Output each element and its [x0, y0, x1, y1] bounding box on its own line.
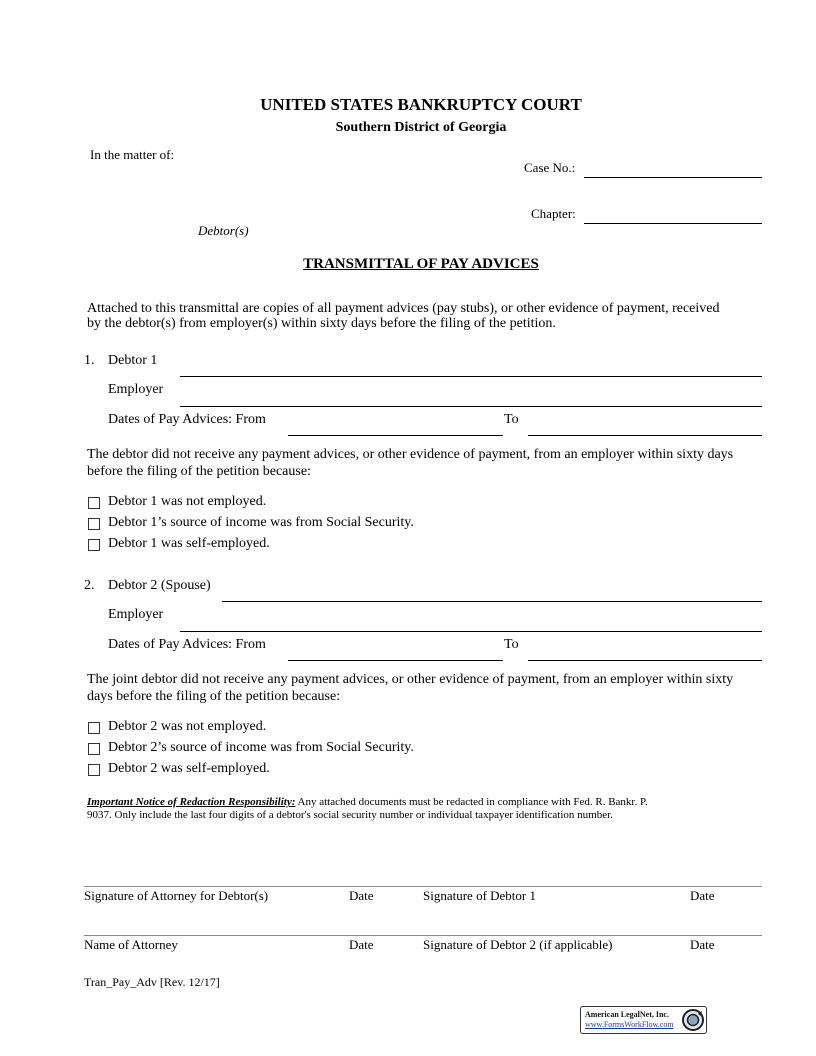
debtor-1-not-employed-label: Debtor 1 was not employed.	[108, 494, 267, 509]
debtor-2-not-employed-checkbox[interactable]	[88, 722, 100, 734]
debtor-1-to-date-field[interactable]	[528, 435, 762, 436]
redaction-notice-line-1	[87, 796, 648, 808]
debtor-1-employer-label: Employer	[108, 382, 164, 397]
redaction-notice-label: Important Notice of Redaction Responsibility:	[87, 796, 296, 808]
redaction-notice-text-1: Any attached documents must be redacted in compliance with Fed. R. Bankr. P.	[295, 796, 648, 808]
debtor-1-social-security-label: Debtor 1’s source of income was from Social Security.	[108, 515, 414, 530]
signature-line-2[interactable]	[84, 935, 762, 936]
debtor-1-label: Debtor 1	[108, 353, 158, 368]
debtor-1-dates-label: Dates of Pay Advices: From	[108, 412, 266, 427]
debtor-1-to-label: To	[504, 412, 519, 427]
case-no-field[interactable]	[584, 177, 762, 178]
debtor-2-reason-line-2: days before the filing of the petition because:	[87, 689, 341, 704]
debtor-2-self-employed-label: Debtor 2 was self-employed.	[108, 761, 270, 776]
debtor-2-employer-label: Employer	[108, 607, 164, 622]
debtor-1-signature-label: Signature of Debtor 1	[423, 888, 537, 903]
logo-globe-icon	[681, 1008, 705, 1032]
debtor-1-name-field[interactable]	[180, 376, 762, 377]
debtor-2-reason-line-1: The joint debtor did not receive any payment advices, or other evidence of payment, from an employer within sixty	[87, 672, 734, 687]
publisher-logo	[580, 1006, 707, 1034]
debtor-2-signature-label: Signature of Debtor 2 (if applicable)	[423, 937, 613, 952]
form-title: TRANSMITTAL OF PAY ADVICES	[303, 256, 539, 272]
debtor-2-social-security-label: Debtor 2’s source of income was from Social Security.	[108, 740, 414, 755]
debtor-2-employer-field[interactable]	[180, 631, 762, 632]
debtor-1-not-employed-checkbox[interactable]	[88, 497, 100, 509]
debtor-1-signature-date-label: Date	[690, 888, 715, 903]
debtor-1-social-security-checkbox[interactable]	[88, 518, 100, 530]
attorney-signature-label: Signature of Attorney for Debtor(s)	[84, 888, 269, 903]
attorney-signature-date-label: Date	[349, 888, 374, 903]
matter-label: In the matter of:	[90, 147, 175, 162]
debtor-label: Debtor(s)	[198, 223, 249, 238]
logo-company-name: American LegalNet, Inc.	[585, 1010, 669, 1019]
court-title: UNITED STATES BANKRUPTCY COURT	[260, 95, 582, 114]
chapter-label: Chapter:	[531, 206, 576, 221]
debtor-2-signature-date-label: Date	[690, 937, 715, 952]
signature-line-1[interactable]	[84, 886, 762, 887]
intro-text-line-1: Attached to this transmittal are copies of all payment advices (pay stubs), or other evidence of payment, received	[87, 301, 720, 316]
debtor-2-self-employed-checkbox[interactable]	[88, 764, 100, 776]
debtor-2-not-employed-label: Debtor 2 was not employed.	[108, 719, 267, 734]
debtor-1-from-date-field[interactable]	[288, 435, 503, 436]
section-1-number: 1.	[84, 353, 95, 368]
debtor-1-reason-line-2: before the filing of the petition because:	[87, 464, 311, 479]
case-no-label: Case No.:	[524, 160, 576, 175]
debtor-2-dates-label: Dates of Pay Advices: From	[108, 637, 266, 652]
debtor-2-to-date-field[interactable]	[528, 660, 762, 661]
debtor-2-from-date-field[interactable]	[288, 660, 503, 661]
attorney-name-label: Name of Attorney	[84, 937, 178, 952]
redaction-notice-line-2: 9037. Only include the last four digits of a debtor's social security number or individual taxpayer identification number.	[87, 809, 613, 821]
section-2-number: 2.	[84, 578, 95, 593]
debtor-1-reason-line-1: The debtor did not receive any payment advices, or other evidence of payment, from an employer within sixty days	[87, 447, 734, 462]
debtor-1-employer-field[interactable]	[180, 406, 762, 407]
debtor-2-social-security-checkbox[interactable]	[88, 743, 100, 755]
chapter-field[interactable]	[584, 223, 762, 224]
form-id: Tran_Pay_Adv [Rev. 12/17]	[84, 975, 220, 989]
debtor-2-name-field[interactable]	[222, 601, 762, 602]
logo-website[interactable]: www.FormsWorkFlow.com	[585, 1020, 674, 1029]
debtor-2-to-label: To	[504, 637, 519, 652]
attorney-name-date-label: Date	[349, 937, 374, 952]
intro-text-line-2: by the debtor(s) from employer(s) within sixty days before the filing of the petition.	[87, 316, 556, 331]
debtor-1-self-employed-label: Debtor 1 was self-employed.	[108, 536, 270, 551]
debtor-1-self-employed-checkbox[interactable]	[88, 539, 100, 551]
district-name: Southern District of Georgia	[335, 120, 507, 135]
debtor-2-label: Debtor 2 (Spouse)	[108, 578, 211, 593]
